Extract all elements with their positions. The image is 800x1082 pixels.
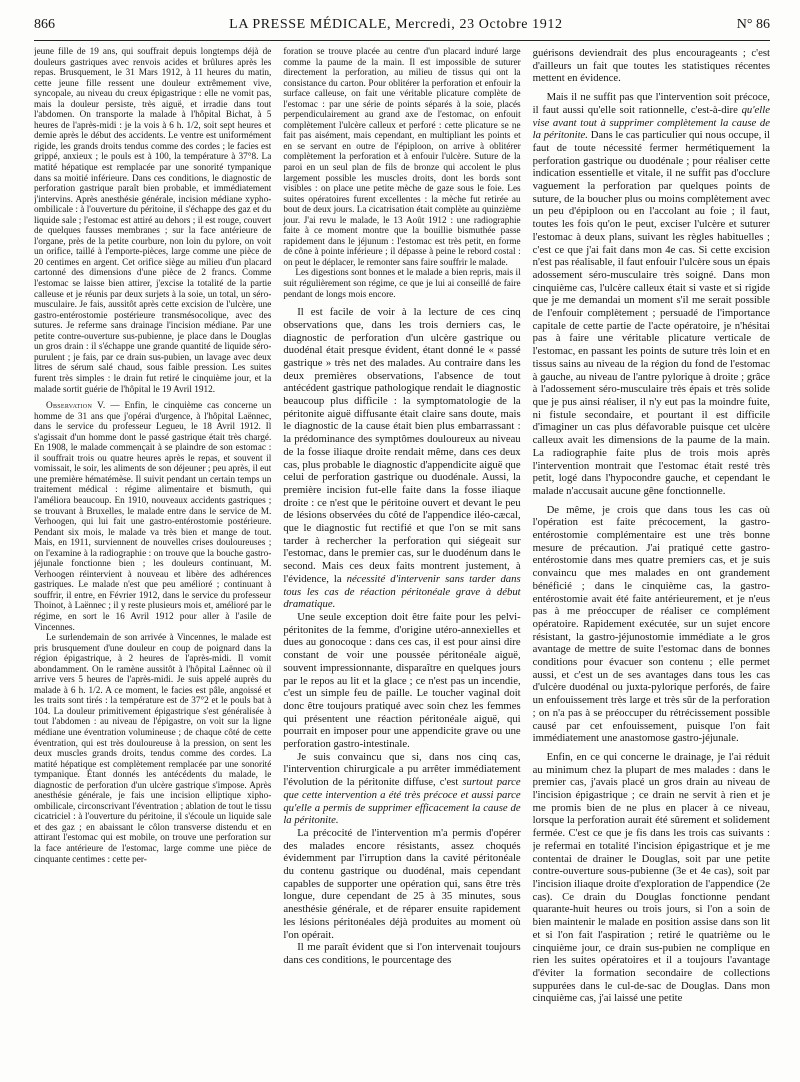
emphasis-text: nécessité d'intervenir sans tarder dans tous les cas de réaction péritonéale grave à début dramatique. — [283, 572, 521, 611]
paragraph: Enfin, en ce qui concerne le drainage, je l'ai réduit au minimum chez la plupart de mes malades : dans le premier cas, j'avais placé un gros drain au niveau de l'incision épigastrique ; ce drain ne servit à rien et je me promis bien de ne plus en placer à ce niveau, lorsque la perforation aurait été sûrement et solidement fermée. C'est ce que je fis dans les trois cas suivants : je refermai en totalité l'incision épigastrique et je me contentai de drainer le Douglas, soit par une petite contre-ouverture sous-pubienne (3e et 4e cas), soit par l'incision iliaque droite d'exploration de l'appendice (2e cas). Ce drain du Douglas fonctionne pendant quarante-huit heures ou trois jours, si l'on a soin de bien maintenir le malade en position assise dans son lit et si l'on fait l'aspiration ; retiré le quatrième ou le cinquième jour, ce drain sus-pubien ne complique en rien les suites opératoires et il a toujours l'avantage d'éviter la formation secondaire de collections suppurées dans le cul-de-sac de Douglas. Dans mon cinquième cas, j'ai laissé une petite — [532, 750, 770, 1005]
paragraph: Le surlendemain de son arrivée à Vincennes, le malade est pris brusquement d'une douleur en coup de poignard dans la région épigastrique, à 2 heures de l'après-midi. Il vomit abondamment. On le ramène aussitôt à l'hôpital Laënnec où il arrive vers 5 heures de l'après-midi. Je suis appelé auprès du malade à 6 h. 1/2. A ce moment, le facies est pâle, angoissé et les traits sont tirés : la température est de 37°2 et le pouls bat à 104. La douleur primitivement épigastrique s'est généralisée à tout l'abdomen : au niveau de l'épigastre, on voit sur la ligne médiane une éventration volumineuse ; de chaque côté de cette éventration, qui est très douloureuse à la pression, on sent les deux muscles grands droits, tendus comme des cordes. La matité hépatique est complètement remplacée par une sonorité tympanique. Étant donnés les antécédents du malade, le diagnostic de perforation d'un ulcère gastrique s'impose. Après anesthésie générale, je fais une incision elliptique xipho-ombilicale, circonscrivant l'éventration ; ablation de tout le tissu cicatriciel : à l'ouverture du péritoine, il s'écoule un liquide sale et des gaz ; en abaissant le côlon transverse distendu et en attirant l'estomac qui est mobile, on trouve une perforation sur la face antérieure de l'estomac, large comme une pièce de cinquante centimes : cette per- — [34, 633, 272, 865]
paragraph: Il me paraît évident que si l'on intervenait toujours dans ces conditions, le pourcentage des — [283, 941, 521, 966]
paragraph — [283, 306, 520, 611]
column-2 — [283, 47, 520, 1067]
emphasis-text: qu'elle vise avant tout à supprimer complètement la cause de la péritonite. — [532, 103, 770, 142]
paragraph-text: Dans le cas particulier qui nous occupe, il faut de toute nécessité fermer hermétiquement la perforation gastrique ou duodénale ; pour réaliser cette indication essentielle et vitale, il ne suffit pas d'occlure vaguement la perforation par quelques points de suture, de la boucher plus ou moins complètement avec un peu d'épiploon ou en l'accolant au foie ; il faut, toutes les fois qu'on le peut, exciser l'ulcère et suturer l'estomac à deux plans, suivant les règles habituelles ; c'est ce que j'ai fait dans mon 4e cas. Si cette excision n'est pas réalisable, il faut enfouir l'ulcère sous un épais adossement séro-musculaire très soigné. Dans mon cinquième cas, l'ulcère calleux était si vaste et si rigide que je me demandai un moment s'il me serait possible de l'enfouir complètement ; persuadé de l'importance capitale de cette partie de l'acte opératoire, je n'hésitai pas à faire une véritable plicature verticale de l'estomac, en passant les points de suture très loin et en tissus sains au niveau de la région du fond de l'estomac à gauche, au niveau de l'antre pylorique à droite ; grâce à l'adossement séro-musculaire très épais et très solide que je pus ainsi réaliser, il n'y eut pas la moindre fuite, ni fistule secondaire, et pourtant il est difficile d'imaginer un cas plus défavorable puisque cet ulcère calleux avait les dimensions de la paume de la main. La radiographie faite plus de trois mois après l'intervention montrait que l'estomac était resté très petit, logé dans l'hypocondre gauche, et cependant le malade n'accusait aucune gêne fonctionnelle. — [532, 129, 770, 497]
issue-number: N° 86 — [736, 17, 770, 32]
journal-title: LA PRESSE MÉDICALE, Mercredi, 23 Octobre 1912 — [229, 17, 563, 32]
text-columns — [34, 47, 770, 1067]
paragraph: Les digestions sont bonnes et le malade a bien repris, mais il suit régulièrement son régime, ce que je lui ai conseillé de faire pendant de longs mois encore. — [283, 268, 521, 300]
column-3 — [533, 47, 770, 1067]
paragraph: Une seule exception doit être faite pour les pelvi-péritonites de la femme, d'origine utéro-annexielles et dues au gonocoque : dans ces cas, il est pour ainsi dire constant de voir une poussée péritonéale aiguë, souvent impressionnante, disparaître en quelques jours par le repos au lit et la glace ; ce n'est pas un incendie, c'est un simple feu de paille. Le toucher vaginal doit donc être toujours pratiqué avec soin chez les femmes qui présentent une réaction péritonéale aiguë, qui pourrait en imposer pour une appendicite grave ou une perforation gastro-intestinale. — [283, 611, 521, 751]
paragraph — [283, 751, 520, 827]
paragraph-text: Je suis convaincu que si, dans nos cinq cas, l'intervention chirurgicale a pu arrêter immédiatement l'évolution de la péritonite diffuse, c'est — [283, 750, 521, 789]
paragraph: guérisons deviendrait des plus encourageants ; c'est d'ailleurs un fait que toutes les statistiques récentes mettent en évidence. — [532, 47, 770, 85]
paragraph: La précocité de l'intervention m'a permis d'opérer des malades encore résistants, assez choqués évidemment par l'irruption dans la cavité péritonéale du contenu gastrique ou duodénal, mais cependant capables de supporter une opération qui, sans être très longue, dure cependant de 25 à 35 minutes, sous anesthésie générale, et de réparer ensuite rapidement les lésions péritonéales déjà produites au moment où l'on opérait. — [283, 826, 521, 941]
paragraph-text: — Enfin, le cinquième cas concerne un homme de 31 ans que j'opérai d'urgence, à l'hôpital Laënnec, dans le service du professeur Legueu, le 18 Avril 1912. Il s'agissait d'un homme dont le passé gastrique était très chargé. En 1908, le malade commençait à se plaindre de son estomac : il souffrait trois ou quatre heures après le repas, et souvent il vomissait, le soir, les aliments de son déjeuner ; peu après, il eut une première hématémèse. Il suivit pendant un certain temps un traitement médical : régime alimentaire et bismuth, qui l'améliora beaucoup. En 1910, nouveaux accidents gastriques ; se trouvant à Bruxelles, le malade entre dans le service de M. Verhoogen, qui lui fait une gastro-entérostomie postérieure. Pendant six mois, le malade va très bien et mange de tout. Mais, en 1911, surviennent de nouvelles crises douloureuses ; on l'examine à la radiographie : on trouve que la bouche gastro-jéjunale fonctionne bien ; les douleurs continuant, M. Verhoogen réintervient à nouveau et libère des adhérences gastriques. Le malade n'est que peu amélioré ; continuant à souffrir, il entre, en Février 1912, dans le service du professeur Thoinot, à Laënnec ; il y reste plusieurs mois et, amélioré par le régime, en sort le 16 Avril 1912 pour aller à l'asile de Vincennes. — [34, 401, 272, 633]
page-header — [34, 0, 770, 41]
paragraph: De même, je crois que dans tous les cas où l'opération est faite précocement, la gastro-entérostomie complémentaire est une très bonne mesure de précaution. J'ai pratiqué cette gastro-entérostomie dans mes quatre premiers cas, et je suis convaincu que mes malades en ont grandement bénéficié ; dans le cinquième cas, la gastro-entérostomie avait été faite antérieurement, et je n'eus pas à me préoccuper de réaliser ce complément opératoire. Rapidement exécutée, sur un sujet encore résistant, la gastro-jéjunostomie immédiate a le gros avantage de mettre de suite l'estomac dans de bonnes conditions pour évacuer son contenu ; elle permet aussi, et c'est un de ses avantages dans tous les cas d'ulcère duodénal ou juxta-pylorique perforés, de faire un enfouissement très large et très sûr de la perforation ; on n'a pas à se préoccuper du rétrécissement possible causé par cet enfouissement, puisque l'on fait immédiatement une anastomose gastro-jéjunale. — [532, 503, 770, 745]
paragraph — [34, 401, 271, 633]
page-number: 866 — [34, 17, 55, 32]
paragraph — [533, 91, 770, 498]
observation-label: Observation V. — [46, 401, 106, 412]
paragraph-text: Il est facile de voir à la lecture de ces cinq observations que, dans les trois derniers cas, le diagnostic de perforation d'un ulcère gastrique ou duodénal était presque évident, étant donné le « passé gastrique » très net des malades. Au contraire dans les deux premières observations, l'absence de tout antécédent gastrique pathologique rendait le diagnostic beaucoup plus difficile : la symptomatologie de la péritonite aiguë diffusante était claire sans doute, mais le diagnostic de la cause était bien plus embarrassant : la prédominance des symptômes douloureux au niveau de la fosse iliaque droite rendait même, dans ces deux cas, plus probable le diagnostic d'appendicite aiguë que celui de perforation gastrique ou duodénale. Aussi, la première incision fut-elle faite dans la fosse iliaque droite : ce n'est que le péritoine ouvert et devant le peu de lésions observées du côté de l'appendice iléo-cæcal, que le diagnostic fut rectifié et que l'on se mit sans tarder à rechercher la perforation qui siégeait sur l'estomac, dans le premier cas, sur le duodénum dans le second. Mais ces deux faits montrent justement, à l'évidence, la — [283, 306, 521, 585]
paragraph: foration se trouve placée au centre d'un placard induré large comme la paume de la main. Il est impossible de suturer directement la perforation, au milieu de tissus qui ont la consistance du carton. Pour oblitérer la perforation et enfouir la surface calleuse, on fait une véritable plicature complète de l'estomac : par une série de points séparés à la soie, placés perpendiculairement au grand axe de l'estomac, on enfouit complètement l'ulcère calleux et perforé : cette plicature se ne fait pas aisément, mais cependant, en multipliant les points et en se servant en outre de l'épiploon, on arrive à oblitérer complètement la perforation et à enfouir l'ulcère. Suture de la paroi en un seul plan de fils de bronze qui accolent le plus largement possible les muscles droits, dont les bords sont visibles : on place une petite mèche de gaze sous le foie. Les suites opératoires furent excellentes : la mèche fut retirée au bout de deux jours. La cicatrisation était complète au quinzième jour. J'ai revu le malade, le 13 Août 1912 : une radiographie faite à ce moment montre que la bouillie bismuthée passe rapidement dans le jéjunum : l'estomac est très petit, en forme de cône à pointe inférieure ; il dépasse à peine le rebord costal : on peut le déplacer, le remonter sans faire souffrir le malade. — [283, 47, 521, 268]
paragraph: jeune fille de 19 ans, qui souffrait depuis longtemps déjà de douleurs gastriques avec renvois acides et brûlures après les repas. Brusquement, le 31 Mars 1912, à 11 heures du matin, cette jeune fille ressent une douleur extrêmement vive, syncopale, au niveau du creux épigastrique : elle ne vomit pas, mais la douleur persiste, très aiguë, et irradie dans tout l'abdomen. On transporte la malade à l'hôpital Bichat, à 5 heures de l'après-midi : je la vois à 6 h. 1/2, soit sept heures et demie après le début des accidents. Le ventre est uniformément rigide, les grands droits tendus comme des cordes ; le facies est grippé, anxieux ; le pouls est à 100, la température à 37°8. La matité hépatique est remplacée par une sonorité tympanique dans sa moitié inférieure. Dans ces conditions, le diagnostic de perforation gastrique paraît bien probable, et immédiatement j'intervins. Après anesthésie générale, incision médiane xypho-ombilicale : à l'ouverture du péritoine, il s'échappe des gaz et du liquide sale ; l'estomac est attiré au dehors ; il est rouge, couvert de quelques fausses membranes ; sur la face antérieure de l'organe, près de la petite courbure, non loin du pylore, on voit un orifice, taillé à l'emporte-pièces, large comme une pièce de 20 centimes en argent. Cet orifice siège au milieu d'un placard cartonné des dimensions d'une pièce de 2 francs. Comme l'estomac se laisse bien attirer, j'excise la totalité de la partie calleuse et je réunis par deux surjets à la soie, un total, un séro-musculaire. Je fais, aussitôt après cette excision de l'ulcère, une gastro-entérostomie postérieure transmésocolique, avec des sutures. Je referme sans drainage l'incision médiane. Par une petite contre-ouverture sus-pubienne, je place dans le Douglas un gros drain : il s'échappe une grande quantité de liquide séro-purulent ; je fais, par ce drain sus-pubien, un lavage avec deux litres de sérum salé chaud, sous faible pression. Les suites furent très simples : le drain fut retiré le cinquième jour, et la malade sortit guérie de l'hôpital le 19 Avril 1912. — [34, 47, 272, 395]
column-1 — [34, 47, 271, 1067]
emphasis-text: surtout parce que cette intervention a été très précoce et aussi parce qu'elle a permis de supprimer efficacement la cause de la péritonite. — [283, 776, 521, 827]
paragraph-text: Mais il ne suffit pas que l'intervention soit précoce, il faut aussi qu'elle soit rationnelle, c'est-à-dire — [532, 91, 770, 116]
